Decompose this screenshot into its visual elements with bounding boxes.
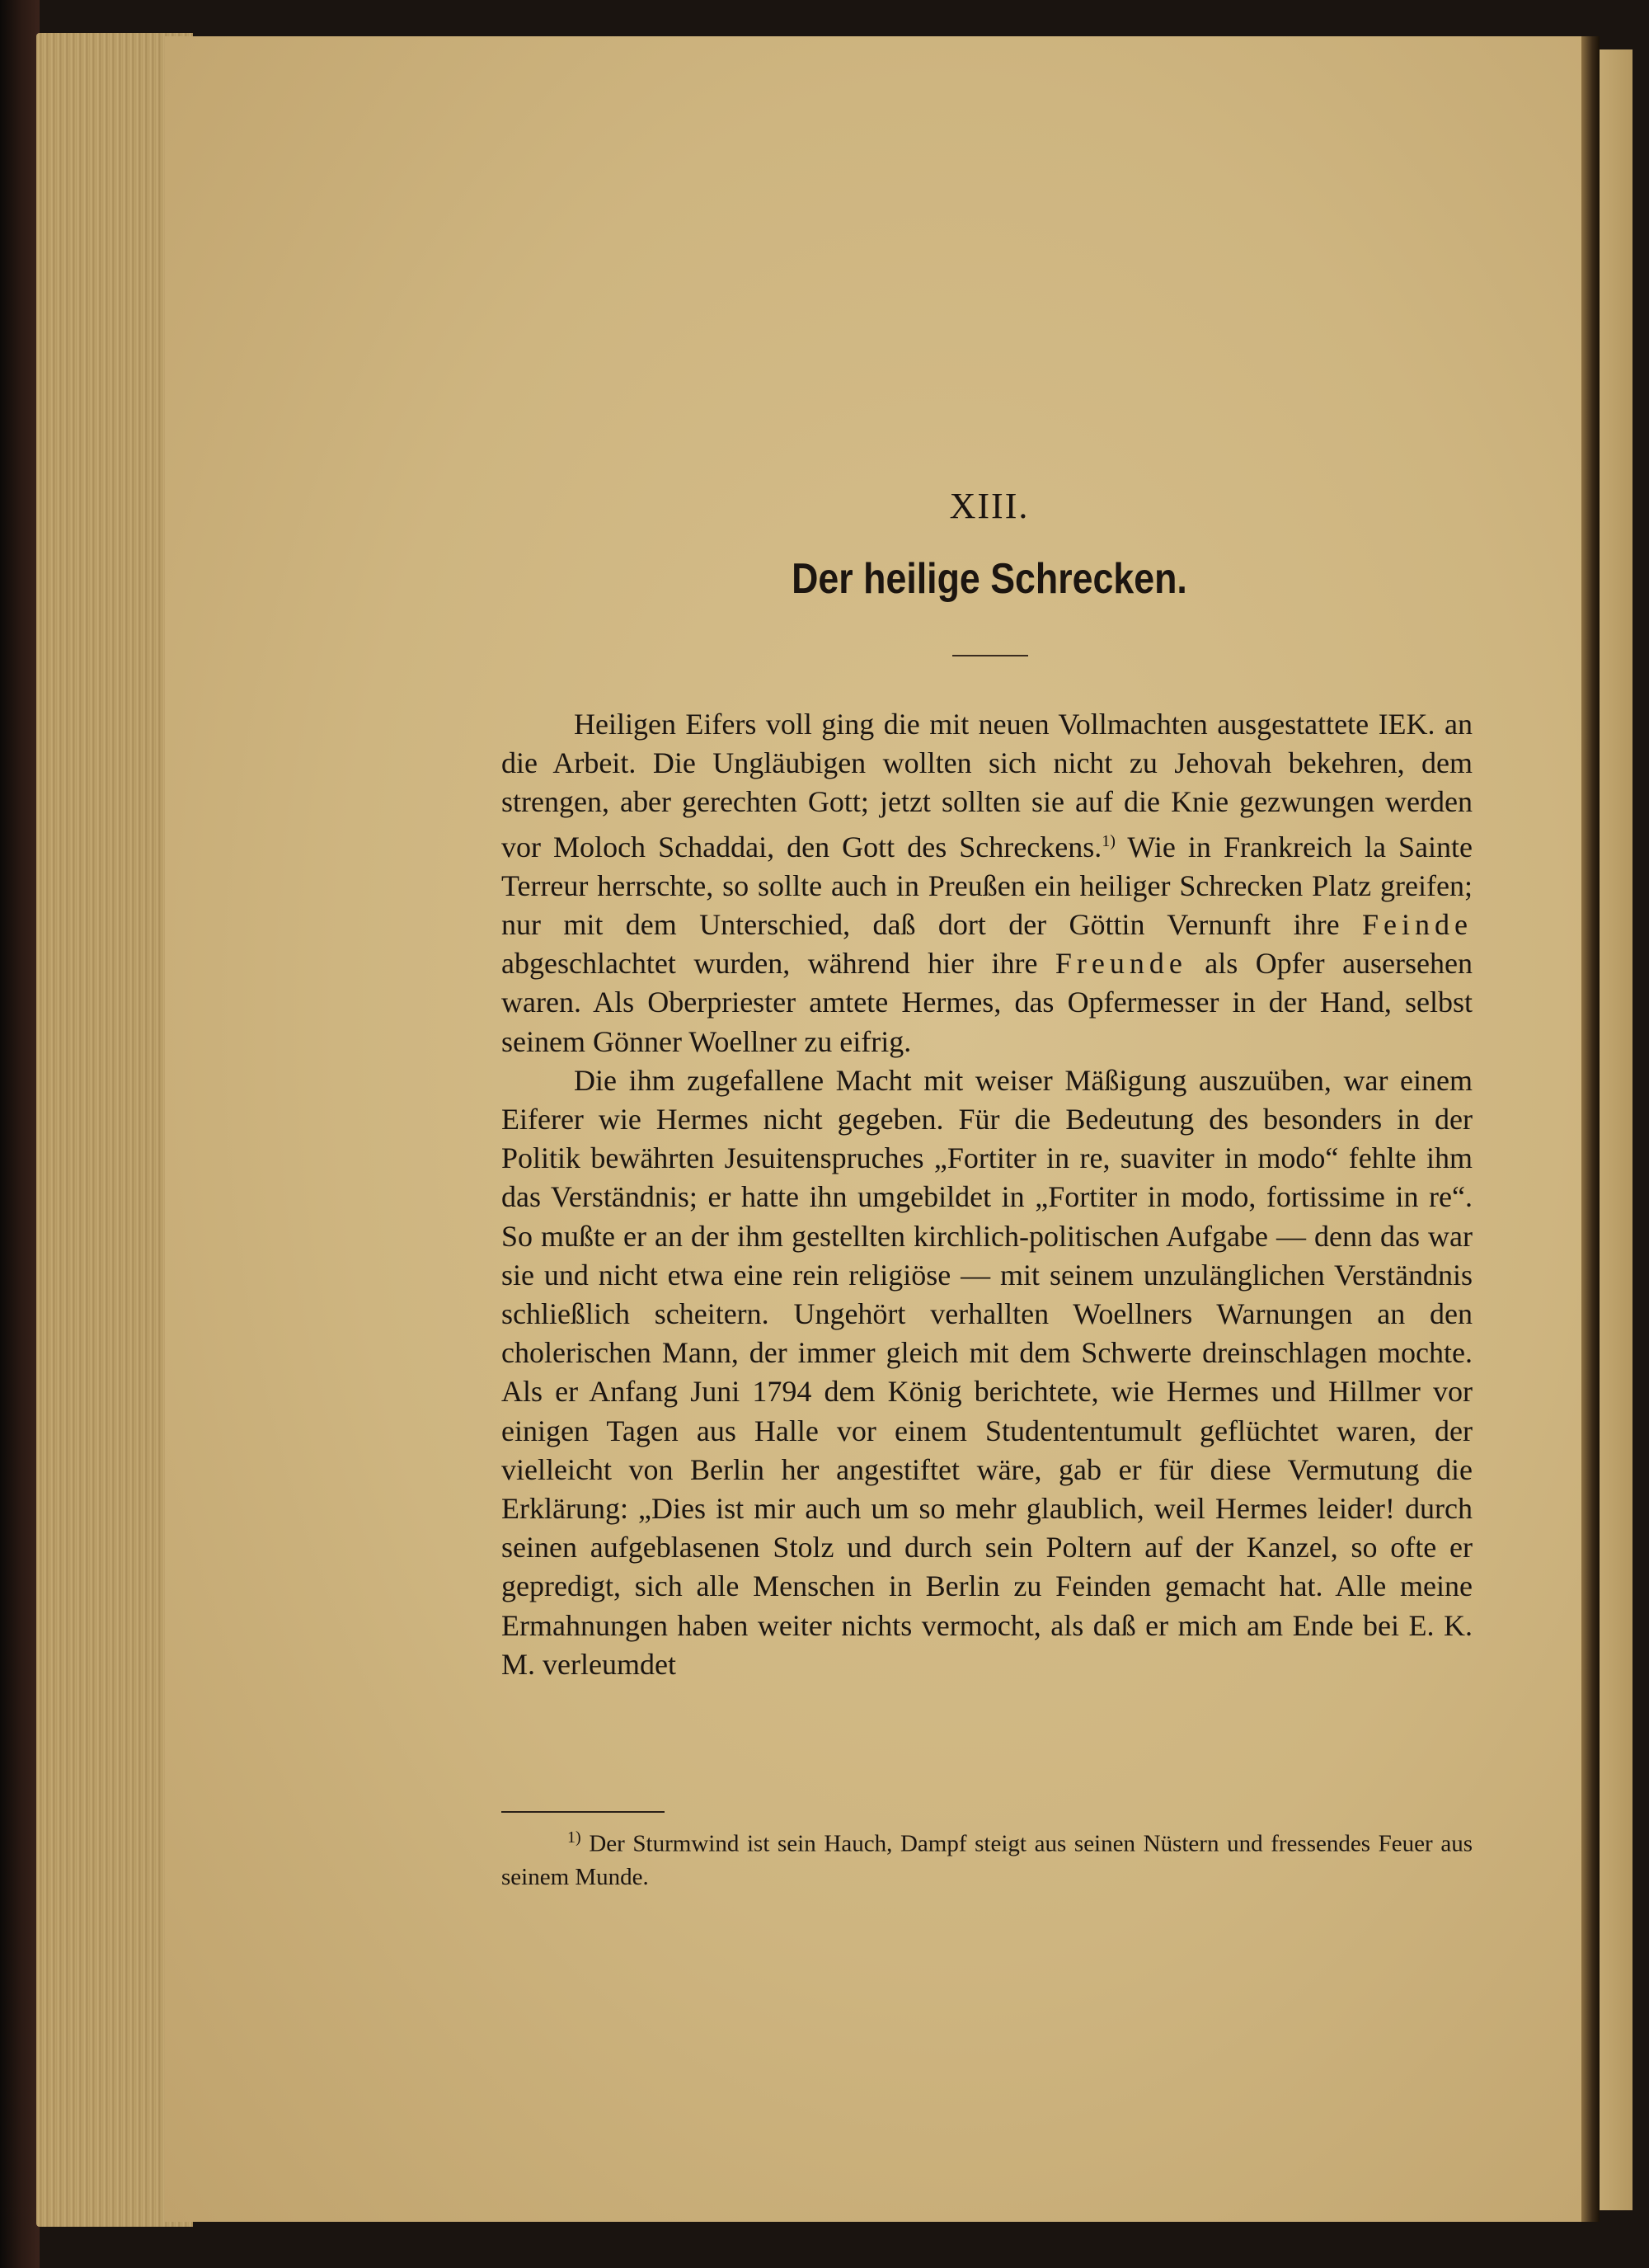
book-gutter	[1581, 36, 1600, 2222]
footnote	[501, 1821, 1473, 1894]
footnote-mark: 1)	[567, 1828, 581, 1847]
paragraph-1-part-d: als Opfer ausersehen waren. Als Oberpriester amtete Hermes, das Opfermesser in der Hand, selbst seinem Gönner Woellner zu eifrig.	[501, 947, 1473, 1058]
emphasis-freunde: Freunde	[1055, 947, 1187, 981]
footnote-text: Der Sturmwind ist sein Hauch, Dampf steigt aus seinen Nüstern und fressendes Feuer aus seinem Munde.	[501, 1830, 1473, 1890]
title-divider	[952, 655, 1028, 656]
book-cover-edge	[0, 0, 40, 2268]
chapter-title: Der heilige Schrecken.	[792, 555, 1187, 603]
paragraph-1-part-a: Heiligen Eifers voll ging die mit neuen Vollmachten ausgestattete IEK. an die Arbeit. Die Ungläubigen wollten sich nicht zu Jehovah bekehren, dem strengen, aber gerechten Gott; jetzt sollten sie auf die Knie gezwungen werden vor Moloch Schaddai, den Gott des Schreckens.	[501, 708, 1473, 863]
chapter-number: XIII.	[949, 486, 1030, 526]
paragraph-2: Die ihm zugefallene Macht mit weiser Mäßigung auszuüben, war einem Eiferer wie Hermes nicht gegeben. Für die Bedeutung des besonders in der Politik bewährten Jesuitenspruches „Fortiter in re, suaviter in modo“ fehlte ihm das Verständnis; er hatte ihn umgebildet in „Fortiter in modo, fortissime in re“. So mußte er an der ihm gestellten kirchlich-politischen Aufgabe — denn das war sie und nicht etwa eine rein religiöse — mit seinem unzulänglichen Verständnis schließlich scheitern. Ungehört verhallten Woellners Warnungen an den cholerischen Mann, der immer gleich mit dem Schwerte dreinschlagen mochte. Als er Anfang Juni 1794 dem König berichtete, wie Hermes und Hillmer vor einigen Tagen aus Halle vor einem Studententumult geflüchtet waren, der vielleicht von Berlin her angestiftet wäre, gab er für diese Vermutung die Erklärung: „Dies ist mir auch um so mehr glaublich, weil Hermes leider! durch seinen aufgeblasenen Stolz und durch sein Poltern auf der Kanzel, so ofte er gepredigt, sich alle Menschen in Berlin zu Feinden gemacht hat. Alle meine Ermahnungen haben weiter nichts vermocht, als daß er mich am Ende bei E. K. M. verleumdet	[501, 1063, 1473, 1681]
body-text	[501, 705, 1473, 1684]
footnote-reference: 1)	[1102, 831, 1116, 850]
facing-page-edge	[1600, 49, 1633, 2210]
paragraph-1	[501, 705, 1473, 1061]
emphasis-feinde: Feinde	[1362, 908, 1473, 942]
paragraph-1-part-b: Wie in Frankreich la Sainte Terreur herrschte, so sollte auch in Preußen ein heiliger Schrecken Platz greifen; nur mit dem Unterschied, daß dort der Göttin Vernunft ihre	[501, 830, 1473, 942]
paragraph-1-part-c: abgeschlachtet wurden, während hier ihre	[501, 947, 1055, 981]
footnote-divider	[501, 1811, 665, 1813]
